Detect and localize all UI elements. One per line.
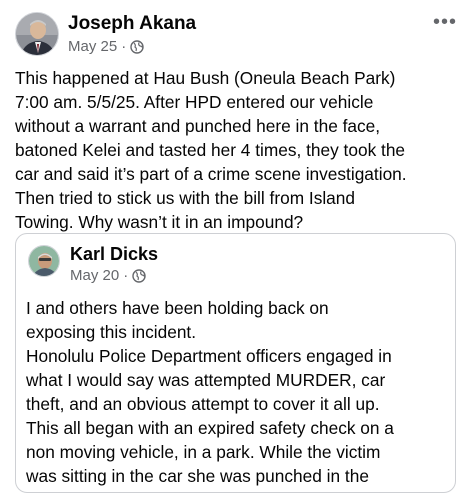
globe-icon[interactable]: [132, 269, 146, 283]
post-date[interactable]: May 25: [68, 38, 118, 55]
shared-post-card[interactable]: [15, 233, 456, 493]
more-options-icon[interactable]: •••: [432, 11, 457, 33]
shared-post-date[interactable]: May 20: [70, 267, 120, 284]
globe-icon[interactable]: [130, 40, 144, 54]
author-name[interactable]: Joseph Akana: [68, 13, 197, 34]
author-avatar[interactable]: [15, 12, 59, 56]
post-meta: [68, 37, 144, 57]
post-body: This happened at Hau Bush (Oneula Beach Park) 7:00 am. 5/5/25. After HPD entered our vehicle without a warrant and punched here in the face, batoned Kelei and tasted her 4 times, they took the car and said it’s part of a crime scene investigation. Then tried to stick us with the bill from Island Towing. Why wasn’t it in an impound?: [15, 68, 407, 232]
shared-post-meta: [70, 266, 146, 286]
shared-author-name[interactable]: Karl Dicks: [70, 244, 159, 264]
meta-separator: ·: [121, 38, 127, 55]
shared-meta-separator: ·: [123, 267, 129, 284]
shared-author-avatar[interactable]: [28, 245, 60, 277]
shared-post-body: I and others have been holding back on exposing this incident. Honolulu Police Department officers engaged in what I would say was attempted MURDER, car theft, and an obvious attempt to cover it all up. This all began with an expired safety check on a non moving vehicle, in a park. While the victim was sitting in the car she was punched in the: [26, 298, 394, 486]
